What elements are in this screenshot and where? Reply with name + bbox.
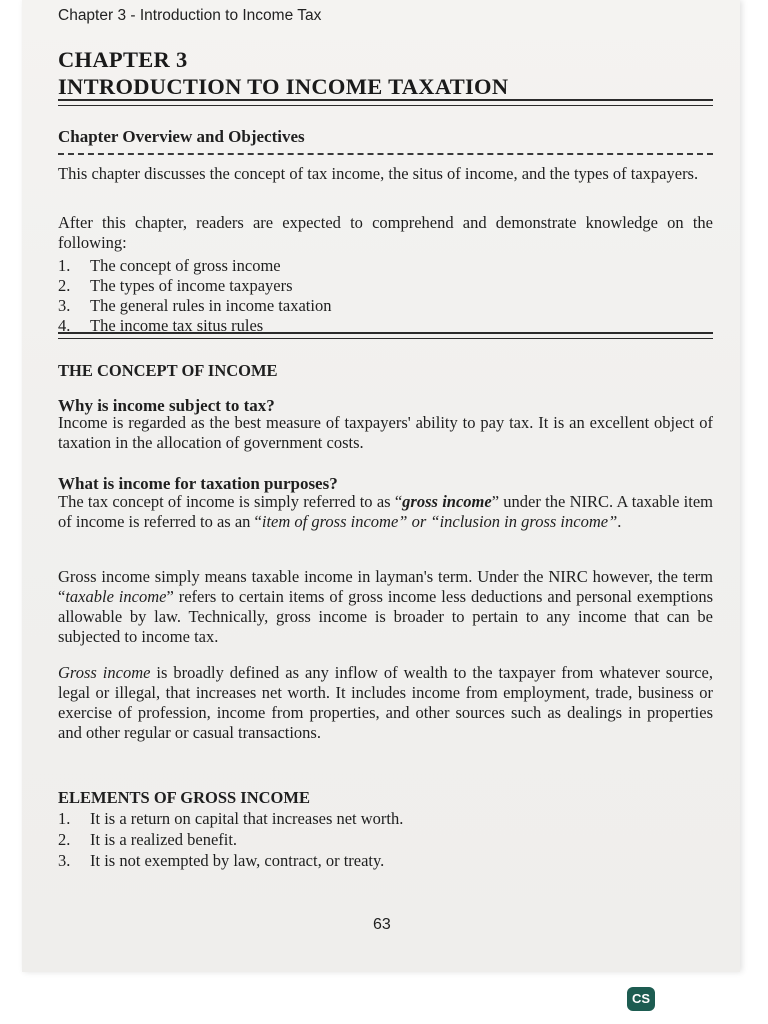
section-rule [58, 332, 713, 339]
elements-heading: ELEMENTS OF GROSS INCOME [58, 788, 310, 807]
chapter-number: CHAPTER 3 [58, 47, 188, 72]
book-page [22, 0, 740, 972]
answer-paragraph: Income is regarded as the best measure of taxpayers' ability to pay tax. It is an excellent object of taxation in the allocation of government costs. [58, 413, 713, 452]
overview-paragraph: This chapter discusses the concept of tax income, the situs of income, and the types of taxpayers. [58, 164, 699, 183]
objective-item: 4. The income tax situs rules [58, 316, 264, 335]
chapter-title: INTRODUCTION TO INCOME TAXATION [58, 74, 509, 99]
objectives-intro: After this chapter, readers are expected to comprehend and demonstrate knowledge on the following: [58, 213, 713, 252]
element-item: 1. It is a return on capital that increases net worth. [58, 809, 404, 828]
income-definition-paragraph: The tax concept of income is simply referred to as “gross income” under the NIRC. A taxable item of income is referred to as an “item of gross income” or “inclusion in gross income”. [58, 492, 713, 531]
elements-list [58, 808, 403, 871]
element-item: 3. It is not exempted by law, contract, or treaty. [58, 851, 385, 870]
objective-item: 1. The concept of gross income [58, 256, 281, 275]
section-heading: THE CONCEPT OF INCOME [58, 361, 278, 380]
objective-item: 3. The general rules in income taxation [58, 296, 332, 315]
chapter-title-block [58, 46, 713, 100]
page-number: 63 [373, 916, 391, 933]
taxable-income-paragraph: Gross income simply means taxable income in layman's term. Under the NIRC however, the term “taxable income” refers to certain items of gross income less deductions and personal exemptions allowable by law. Technically, gross income is broader to pertain to any income that can be subjected to income tax. [58, 567, 714, 646]
overview-heading: Chapter Overview and Objectives [58, 127, 305, 146]
running-header: Chapter 3 - Introduction to Income Tax [58, 7, 322, 24]
camscanner-logo-icon: CS [627, 987, 655, 1011]
question-heading: What is income for taxation purposes? [58, 474, 338, 493]
dashed-divider [58, 153, 713, 155]
objectives-list [58, 256, 713, 336]
objective-item: 2. The types of income taxpayers [58, 276, 293, 295]
element-item: 2. It is a realized benefit. [58, 830, 238, 849]
question-heading: Why is income subject to tax? [58, 396, 275, 415]
gross-income-paragraph: Gross income is broadly defined as any inflow of wealth to the taxpayer from whatever source, legal or illegal, that increases net worth. It includes income from employment, trade, business or exercise of profession, income from properties, and other sources such as dealings in properties and other regular or casual transactions. [58, 663, 713, 742]
title-rule [58, 99, 713, 106]
